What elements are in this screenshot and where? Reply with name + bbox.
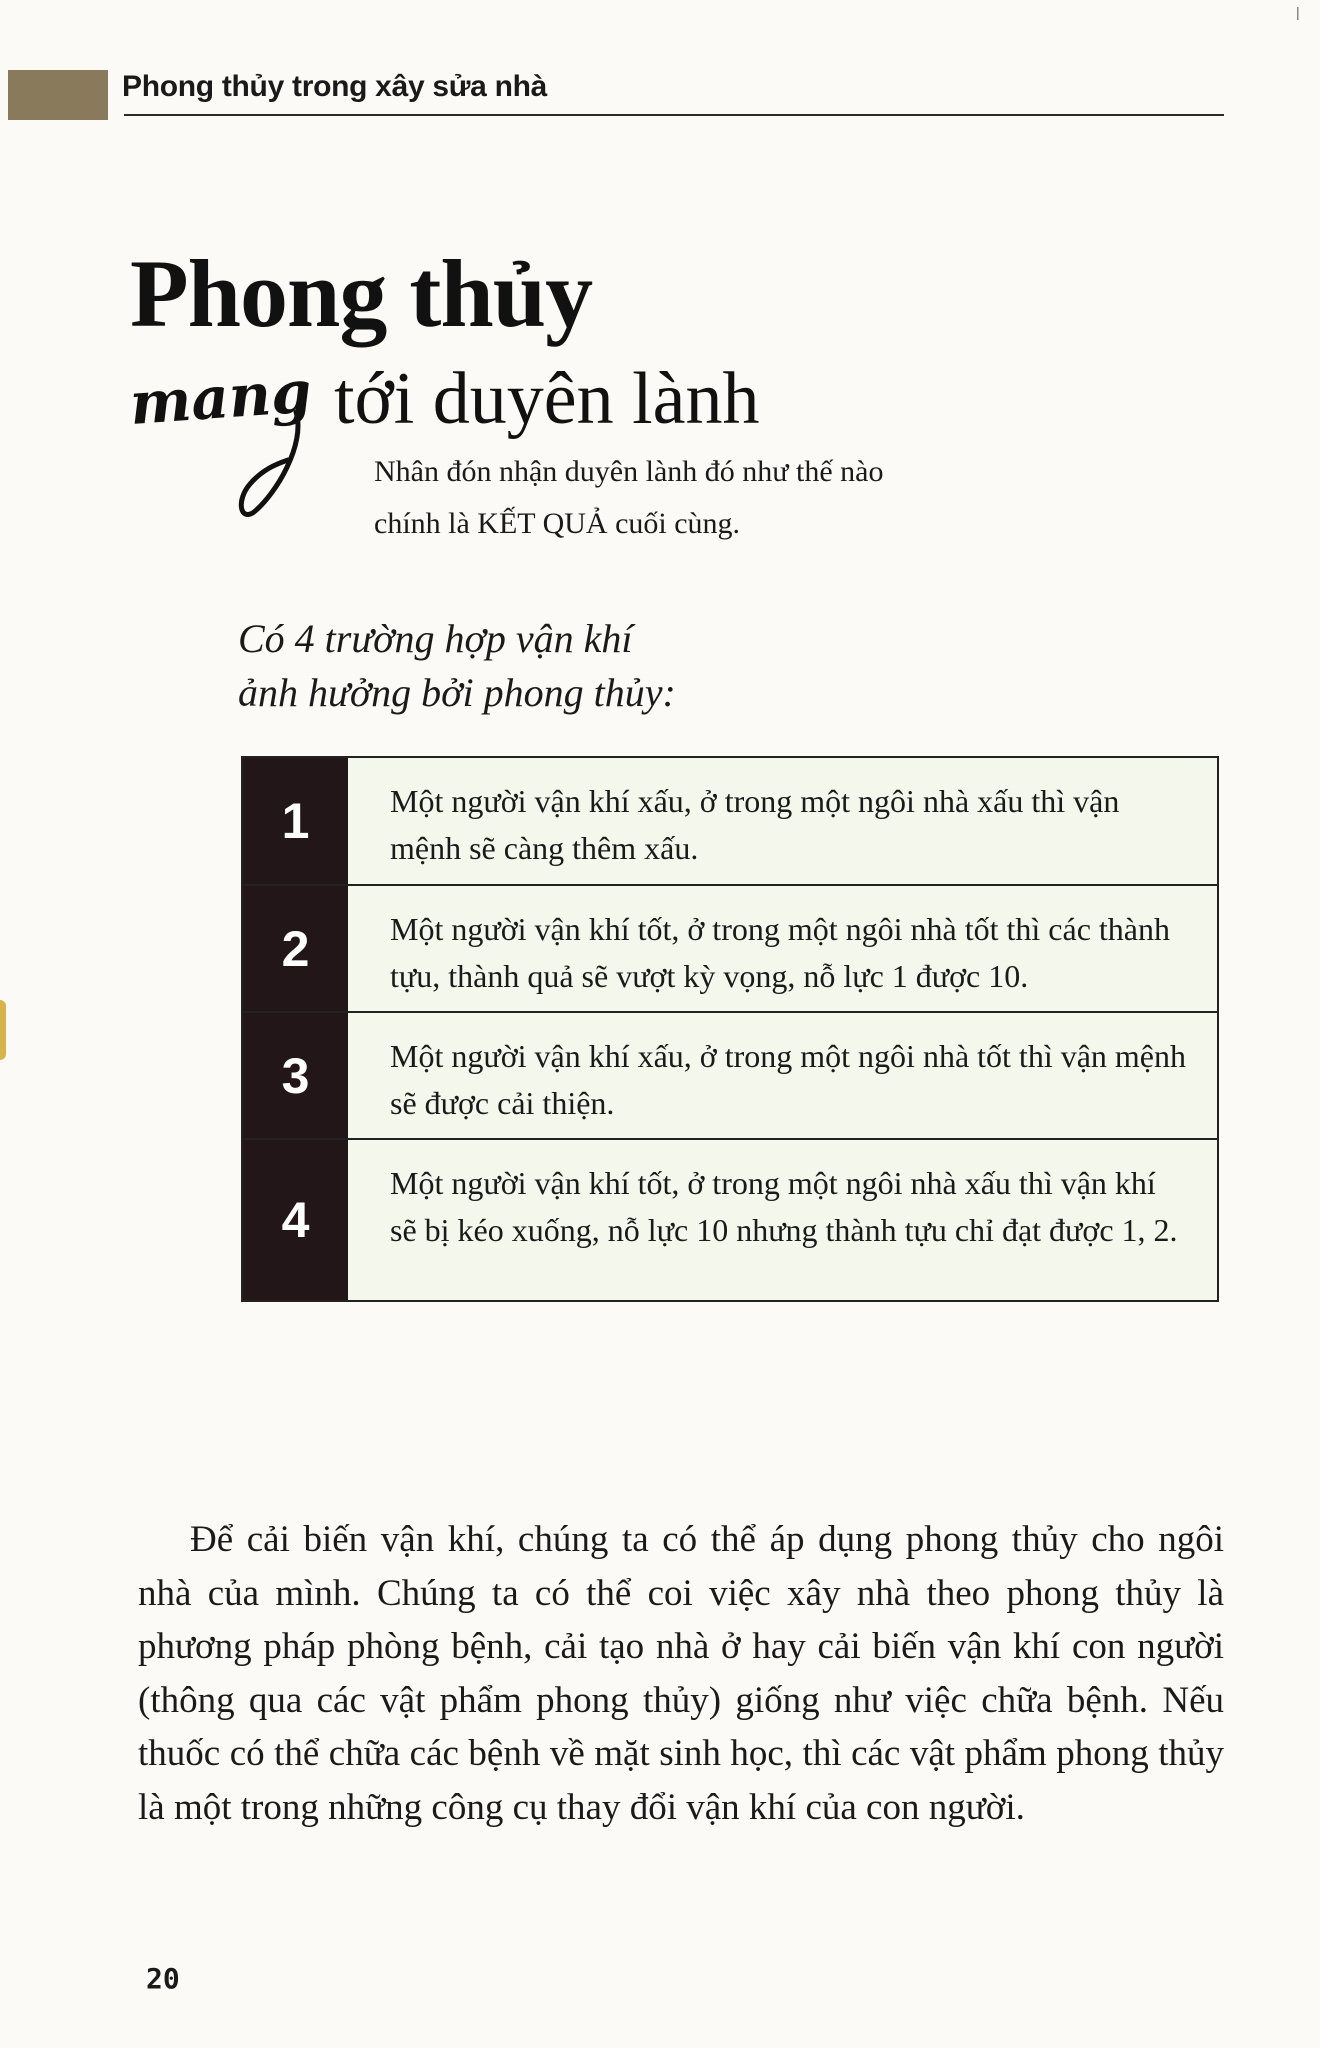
case-text: Một người vận khí xấu, ở trong một ngôi nhà xấu thì vận mệnh sẽ càng thêm xấu. bbox=[348, 758, 1217, 884]
chapter-title-script-word: mang bbox=[127, 357, 314, 438]
page-edge-mark bbox=[0, 1000, 6, 1060]
table-row bbox=[243, 1013, 1217, 1140]
case-number: 3 bbox=[243, 1013, 348, 1138]
script-flourish bbox=[236, 404, 316, 524]
table-row bbox=[243, 886, 1217, 1013]
header-color-block bbox=[8, 70, 108, 120]
case-number: 2 bbox=[243, 886, 348, 1011]
cases-heading-line: ảnh hưởng bởi phong thủy: bbox=[238, 670, 676, 715]
case-number: 1 bbox=[243, 758, 348, 884]
case-text: Một người vận khí tốt, ở trong một ngôi nhà xấu thì vận khí sẽ bị kéo xuống, nỗ lực 10 nhưng thành tựu chỉ đạt được 1, 2. bbox=[348, 1140, 1217, 1300]
table-row bbox=[243, 758, 1217, 886]
body-paragraph: Để cải biến vận khí, chúng ta có thể áp dụng phong thủy cho ngôi nhà của mình. Chúng ta có thể coi việc xây nhà theo phong thủy là phương pháp phòng bệnh, cải tạo nhà ở hay cải biến vận khí con người (thông qua các vật phẩm phong thủy) giống như việc chữa bệnh. Nếu thuốc có thể chữa các bệnh về mặt sinh học, thì các vật phẩm phong thủy là một trong những công cụ thay đổi vận khí của con người. bbox=[138, 1519, 1224, 1828]
cases-heading bbox=[238, 612, 938, 720]
intro-text bbox=[374, 446, 994, 550]
running-header-title: Phong thủy trong xây sửa nhà bbox=[122, 70, 548, 103]
chapter-title: Phong thủy bbox=[130, 240, 593, 347]
intro-line: Nhân đón nhận duyên lành đó như thế nào bbox=[374, 455, 884, 488]
corner-mark: | bbox=[1296, 4, 1300, 20]
chapter-subtitle: tới duyên lành bbox=[334, 358, 760, 440]
cases-table bbox=[241, 756, 1219, 1302]
table-row bbox=[243, 1140, 1217, 1300]
case-text: Một người vận khí xấu, ở trong một ngôi nhà tốt thì vận mệnh sẽ được cải thiện. bbox=[348, 1013, 1217, 1138]
intro-line: chính là KẾT QUẢ cuối cùng. bbox=[374, 507, 741, 540]
case-number: 4 bbox=[243, 1140, 348, 1300]
header-divider bbox=[124, 114, 1224, 116]
case-text: Một người vận khí tốt, ở trong một ngôi nhà tốt thì các thành tựu, thành quả sẽ vượt kỳ vọng, nỗ lực 1 được 10. bbox=[348, 886, 1217, 1011]
cases-heading-line: Có 4 trường hợp vận khí bbox=[238, 616, 633, 661]
page-number: 20 bbox=[146, 1962, 180, 1995]
